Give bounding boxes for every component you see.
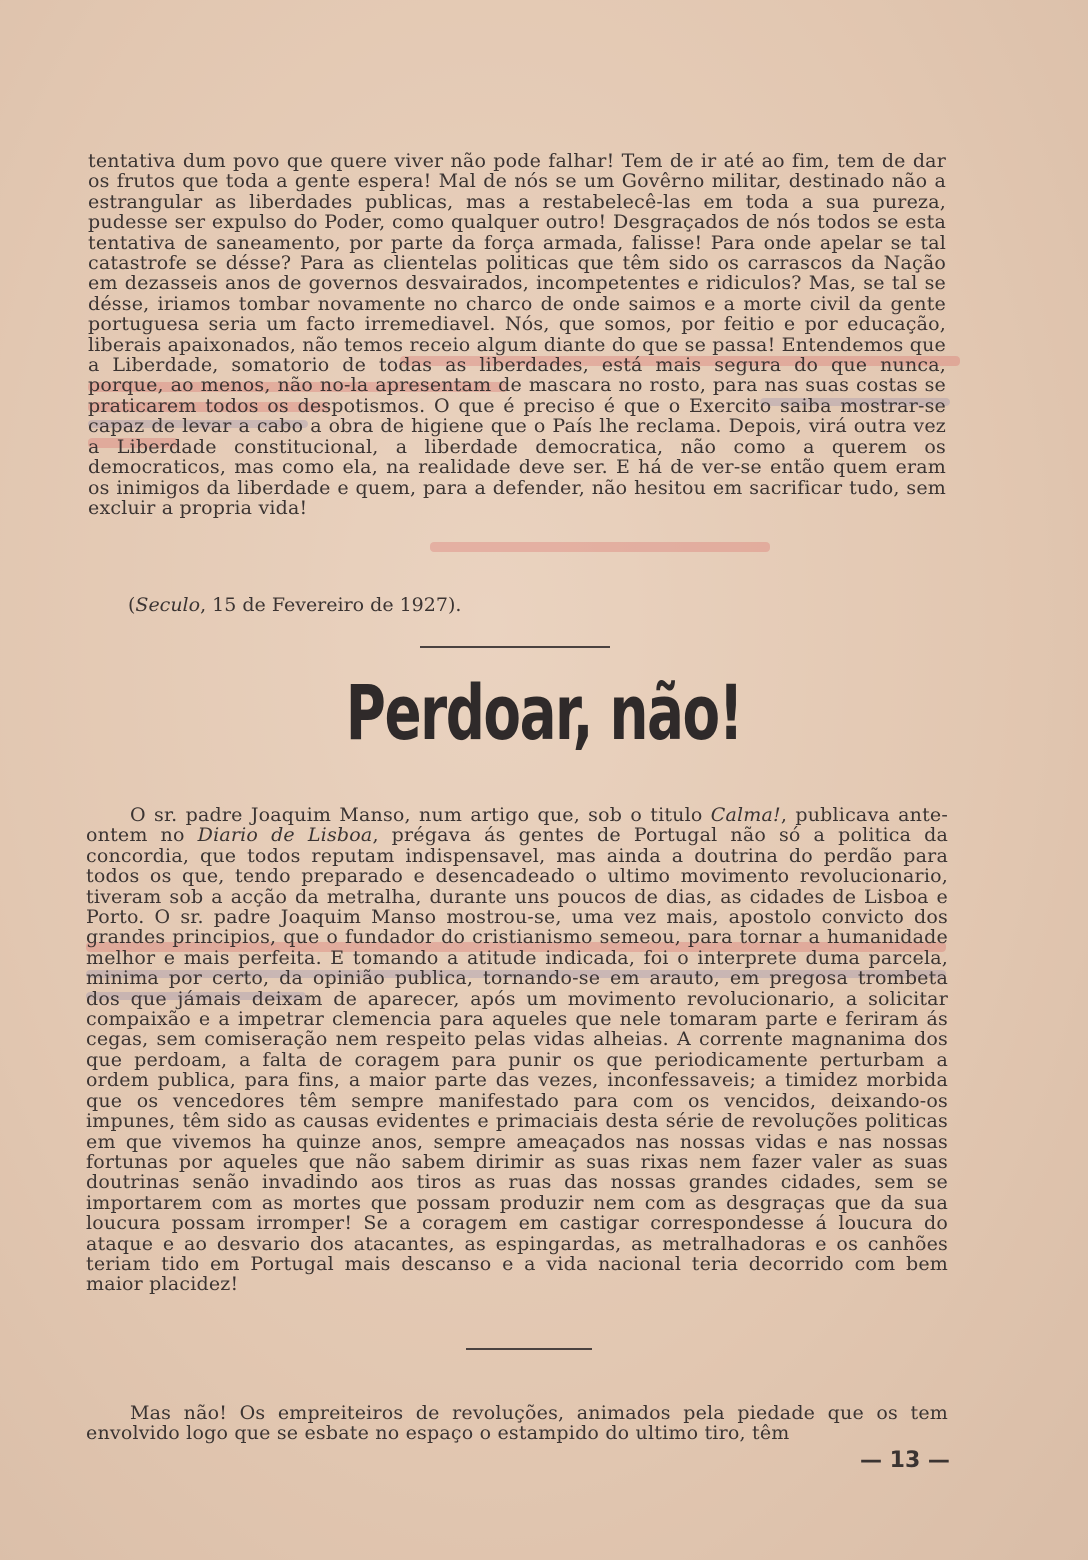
page-number: — 13 — — [860, 1448, 950, 1473]
newspaper-name: Diario de Lisboa — [197, 824, 373, 847]
body-paragraph-2 — [86, 805, 948, 1295]
source-date: , 15 de Fevereiro de 1927). — [200, 594, 462, 616]
paragraph-2-text-a: O sr. padre Joaquim Manso, num artigo que, sob o titulo — [130, 804, 711, 826]
article-title-reference: Calma! — [710, 804, 781, 826]
article-title: Perdoar, não! — [345, 668, 743, 757]
highlight-mark — [430, 542, 770, 552]
source-citation: (Seculo, 15 de Fevereiro de 1927). — [128, 594, 462, 616]
paragraph-2-text-c: , prégava ás gentes de Portugal não só a politica da concordia, que todos reputam indispensavel, mas ainda a doutrina do perdão para todos os que, tendo preparado e desencadeado o ultimo movimento revolucionario, tiveram sob a acção da metralha, durante uns poucos de dias, as cidades de Lisboa e Porto. O sr. padre Joaquim Manso mostrou-se, uma vez mais, apostolo convicto dos grandes principios, que o fundador do cristianismo semeou, para tornar a humanidade melhor e mais perfeita. E tomando a atitude indicada, foi o interprete duma parcela, minima por certo, da opinião publica, tornando-se em arauto, em pregosa trombeta dos que jámais deixam de aparecer, após um movimento revolucionario, a solicitar compaixão e a impetrar clemencia para aqueles que nele tomaram parte e feriram ás cegas, sem comiseração nem respeito pelas vidas alheias. A corrente magnanima dos que perdoam, a falta de coragem para punir os que periodicamente perturbam a ordem publica, para fins, a maior parte das vezes, inconfessaveis; a timidez morbida que os vencedores têm sempre manifestado para com os vencidos, deixando-os impunes, têm sido as causas evidentes e primaciais desta série de revoluções politicas em que vivemos ha quinze anos, sempre ameaçados nas nossas vidas e nas nossas fortunas por aqueles que não sabem dirimir as suas rixas nem fazer valer as suas doutrinas senão invadindo aos tiros as ruas das nossas grandes cidades, sem se importarem com as mortes que possam produzir nem com as desgraças que da sua loucura possam irromper! Se a coragem em castigar correspondesse á loucura do ataque e ao desvario dos atacantes, as espingardas, as metralhadoras e os canhões teriam tido em Portugal mais descanso e a vida nacional teria decorrido com bem maior placidez! — [86, 824, 948, 1296]
body-paragraph-3: Mas não! Os empreiteiros de revoluções, animados pela piedade que os tem envolvido logo que se esbate no espaço o estampido do ultimo tiro, têm — [86, 1402, 948, 1445]
section-divider — [420, 646, 610, 648]
source-publication: Seculo — [135, 594, 201, 616]
body-paragraph-1: tentativa dum povo que quere viver não pode falhar! Tem de ir até ao fim, tem de dar os frutos que toda a gente espera! Mal de nós se um Govêrno militar, destinado não a estrangular as liberdades publicas, mas a restabelecê-las em toda a sua pureza, pudesse ser expulso do Poder, como qualquer outro! Desgraçados de nós todos se esta tentativa de saneamento, por parte da força armada, falisse! Para onde apelar se tal catastrofe se désse? Para as clientelas politicas que têm sido os carrascos da Nação em dezasseis anos de governos desvairados, incompetentes e ridiculos? Mas, se tal se désse, iriamos tombar novamente no charco de onde saimos e a morte civil da gente portuguesa seria um facto irremediavel. Nós, que somos, por feitio e por educação, liberais apaixonados, não temos receio algum diante do que se passa! Entendemos que a Liberdade, somatorio de todas as liberdades, está mais segura do que nunca, porque, ao menos, não no-la apresentam de mascara no rosto, para nas suas costas se praticarem todos os despotismos. O que é preciso é que o Exercito saiba mostrar-se capaz de levar a cabo a obra de higiene que o País lhe reclama. Depois, virá outra vez a Liberdade constitucional, a liberdade democratica, não como a querem os democraticos, mas como ela, na realidade deve ser. E há de ver-se então quem eram os inimigos da liberdade e quem, para a defender, não hesitou em sacrificar tudo, sem excluir a propria vida! — [88, 150, 946, 519]
paragraph-2-text-b: , publicava ante-ontem no — [86, 804, 948, 847]
section-divider-short — [466, 1348, 592, 1350]
